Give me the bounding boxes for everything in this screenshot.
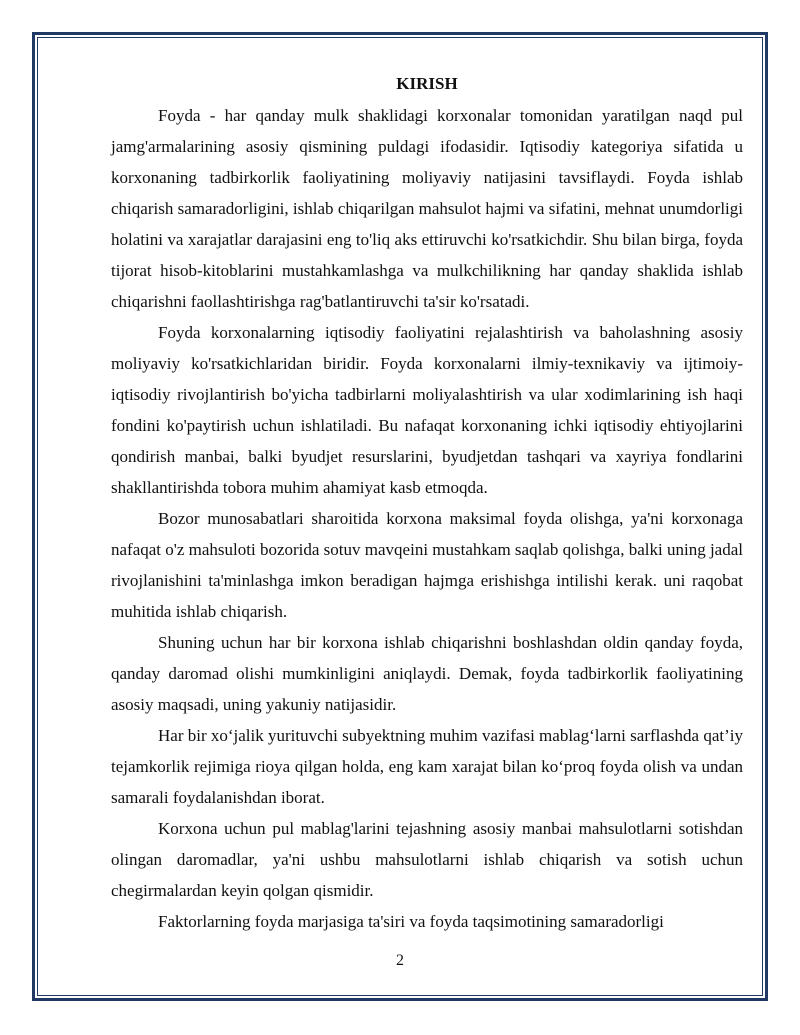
document-body: [111, 68, 743, 937]
paragraph-5: Har bir xo‘jalik yurituvchi subyektning muhim vazifasi mablag‘larni sarflashda qat’iy tejamkorlik rejimiga rioya qilgan holda, eng kam xarajat bilan ko‘proq foyda olish va undan samarali foydalanishdan iborat.: [111, 726, 743, 807]
paragraph-1: Foyda - har qanday mulk shaklidagi korxonalar tomonidan yaratilgan naqd pul jamg'armalarining asosiy qismining puldagi ifodasidir. Iqtisodiy kategoriya sifatida u korxonaning tadbirkorlik faoliyatining moliyaviy natijasini tavsiflaydi. Foyda ishlab chiqarish samaradorligini, ishlab chiqarilgan mahsulot hajmi va sifatini, mehnat unumdorligi holatini va xarajatlar darajasini eng to'liq aks ettiruvchi ko'rsatkichdir. Shu bilan birga, foyda tijorat hisob-kitoblarini mustahkamlashga va mulkchilikning har qanday shaklida ishlab chiqarishni faollashtirishga rag'batlantiruvchi ta'sir ko'rsatadi.: [111, 106, 743, 311]
paragraph-7: Faktorlarning foyda marjasiga ta'siri va foyda taqsimotining samaradorligi: [158, 912, 664, 931]
paragraph-2: Foyda korxonalarning iqtisodiy faoliyatini rejalashtirish va baholashning asosiy moliyaviy ko'rsatkichlaridan biridir. Foyda korxonalarni ilmiy-texnikaviy va ijtimoiy-iqtisodiy rivojlantirish bo'yicha tadbirlarni moliyalashtirish va ular xodimlarining ish haqi fondini ko'paytirish uchun ishlatiladi. Bu nafaqat korxonaning ichki iqtisodiy ehtiyojlarini qondirish manbai, balki byudjet resurslarini, byudjetdan tashqari va xayriya fondlarini shakllantirishda tobora muhim ahamiyat kasb etmoqda.: [111, 323, 743, 497]
document-title: KIRISH: [396, 74, 458, 93]
paragraph-3: Bozor munosabatlari sharoitida korxona maksimal foyda olishga, ya'ni korxonaga nafaqat o'z mahsuloti bozorida sotuv mavqeini mustahkam saqlab qolishga, balki uning jadal rivojlanishini ta'minlashga imkon beradigan hajmga erishishga intilishi kerak. uni raqobat muhitida ishlab chiqarish.: [111, 509, 743, 621]
page-number: 2: [396, 952, 404, 969]
paragraph-4: Shuning uchun har bir korxona ishlab chiqarishni boshlashdan oldin qanday foyda, qanday daromad olishi mumkinligini aniqlaydi. Demak, foyda tadbirkorlik faoliyatining asosiy maqsadi, uning yakuniy natijasidir.: [111, 633, 743, 714]
paragraph-6: Korxona uchun pul mablag'larini tejashning asosiy manbai mahsulotlarni sotishdan olingan daromadlar, ya'ni ushbu mahsulotlarni ishlab chiqarish va sotish uchun chegirmalardan keyin qolgan qismidir.: [111, 819, 743, 900]
